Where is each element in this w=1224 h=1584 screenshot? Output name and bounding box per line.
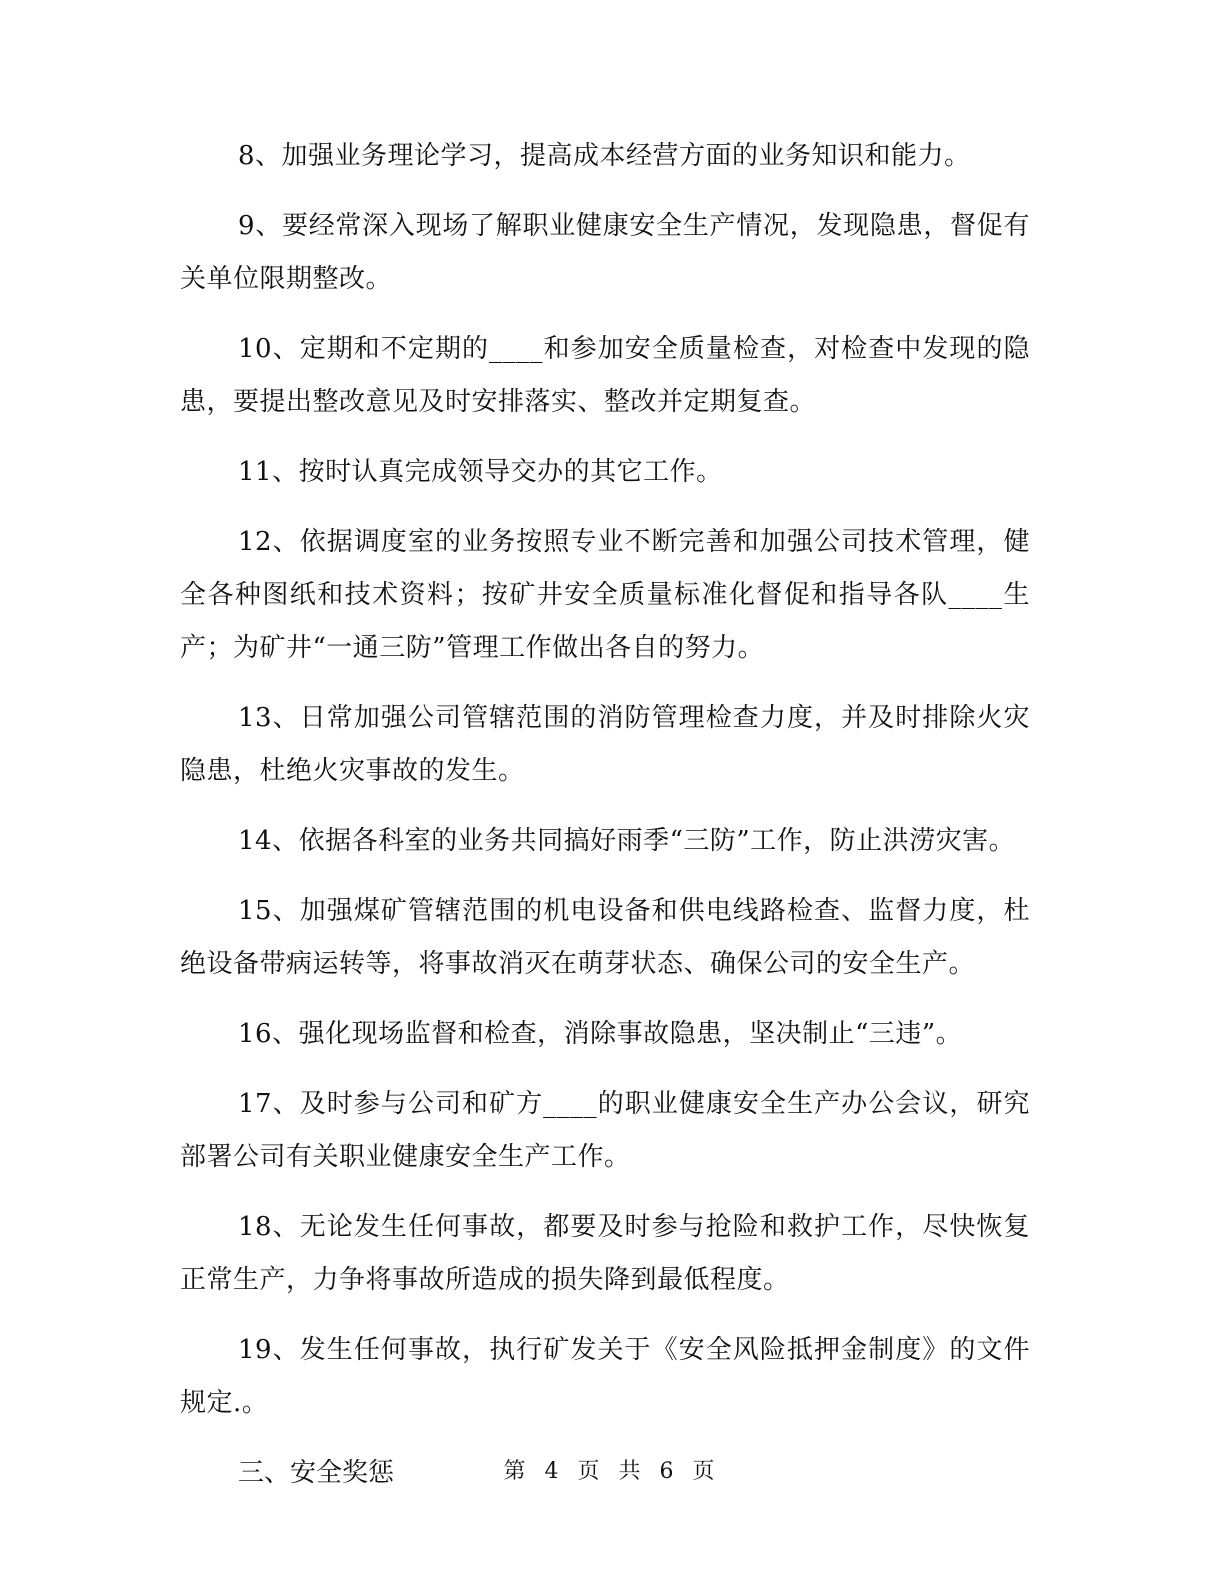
paragraph-item-17: 17、及时参与公司和矿方____的职业健康安全生产办公会议，研究部署公司有关职业健康安全生产工作。 — [180, 1089, 1030, 1172]
paragraph-item-13: 13、日常加强公司管辖范围的消防管理检查力度，并及时排除火灾隐患，杜绝火灾事故的发生。 — [180, 703, 1030, 786]
paragraph-item-8: 8、加强业务理论学习，提高成本经营方面的业务知识和能力。 — [238, 141, 971, 171]
paragraph-item-16: 16、强化现场监督和检查，消除事故隐患，坚决制止“三违”。 — [238, 1019, 963, 1049]
section-heading: 三、安全奖惩 — [238, 1458, 395, 1488]
paragraph-item-14: 14、依据各科室的业务共同搞好雨季“三防”工作，防止洪涝灾害。 — [238, 826, 1016, 856]
paragraph-item-12: 12、依据调度室的业务按照专业不断完善和加强公司技术管理，健全各种图纸和技术资料；按矿井安全质量标准化督促和指导各队____生产；为矿井“一通三防”管理工作做出各自的努力。 — [180, 527, 1030, 663]
document-body — [180, 130, 1030, 1500]
paragraph-item-15: 15、加强煤矿管辖范围的机电设备和供电线路检查、监督力度，杜绝设备带病运转等，将事故消灭在萌芽状态、确保公司的安全生产。 — [180, 896, 1030, 979]
paragraph-item-10: 10、定期和不定期的____和参加安全质量检查，对检查中发现的隐患，要提出整改意见及时安排落实、整改并定期复查。 — [180, 334, 1030, 417]
paragraph-item-18: 18、无论发生任何事故，都要及时参与抢险和救护工作，尽快恢复正常生产，力争将事故所造成的损失降到最低程度。 — [180, 1212, 1030, 1295]
paragraph-item-9: 9、要经常深入现场了解职业健康安全生产情况，发现隐患，督促有关单位限期整改。 — [180, 211, 1030, 294]
paragraph-item-11: 11、按时认真完成领导交办的其它工作。 — [238, 457, 723, 487]
page-number-footer: 第 4 页 共 6 页 — [503, 1459, 721, 1484]
paragraph-item-19: 19、发生任何事故，执行矿发关于《安全风险抵押金制度》的文件规定.。 — [180, 1335, 1030, 1418]
